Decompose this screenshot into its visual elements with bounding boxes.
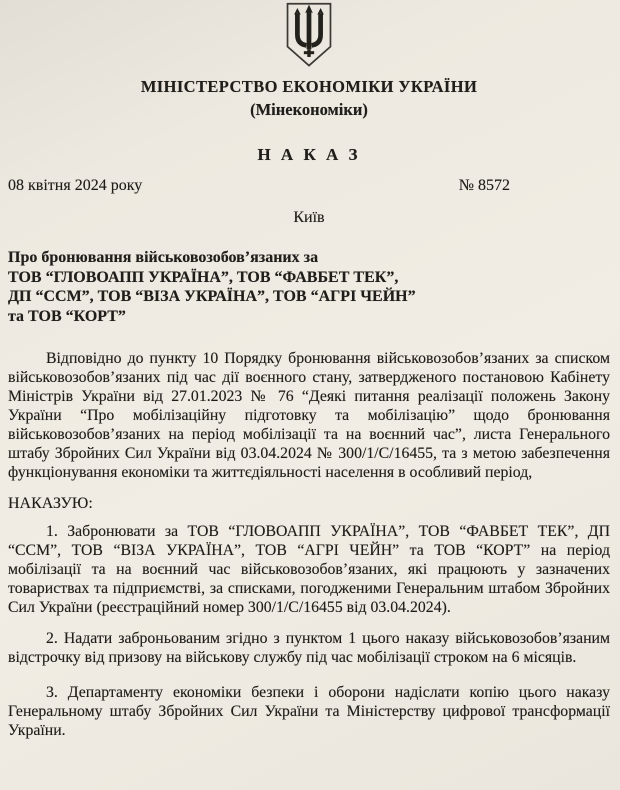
trident-shield-icon [283, 2, 335, 69]
order-title: Н А К А З [257, 145, 361, 164]
order-item-1: 1. Забронювати за ТОВ “ГЛОВОАПП УКРАЇНА”, ТОВ “ФАВБЕТ ТЕК”, ДП “ССМ”, ТОВ “ВІЗА УКРАЇНА”, ТОВ “АГРІ ЧЕЙН” та ТОВ “КОРТ” на період мобілізації та на воєнний час військовозобов’язаних, які працюють у зазначених товариствах та підприємстві, за списками, погодженими Генеральним штабом Збройних Сил України (реєстраційний номер 300/1/С/16455 від 03.04.2024). [8, 523, 610, 616]
decree-label: НАКАЗУЮ: [8, 495, 93, 512]
order-item-2: 2. Надати заброньованим згідно з пунктом 1 цього наказу військовозобов’язаним відстрочку від призову на військову службу під час мобілізації строком на 6 місяців. [8, 630, 610, 666]
ukraine-coat-of-arms [8, 2, 610, 69]
order-item-3: 3. Департаменту економіки безпеки і оборони надіслати копію цього наказу Генеральному штабу Збройних Сил України та Міністерству цифрової трансформації України. [8, 684, 610, 739]
order-date: 08 квітня 2024 року [8, 177, 143, 194]
subject-line-3: ДП “ССМ”, ТОВ “ВІЗА УКРАЇНА”, ТОВ “АГРІ ЧЕЙН” [8, 288, 416, 305]
city-label: Київ [293, 209, 325, 226]
preamble-paragraph: Відповідно до пункту 10 Порядку бронювання військовозобов’язаних за списком військовозобов’язаних під час дії воєнного стану, затвердженого постановою Кабінету Міністрів України від 27.01.2023 № 76 “Деякі питання реалізації положень Закону України “Про мобілізаційну підготовку та мобілізацію” щодо бронювання військовозобов’язаних на період мобілізації та на воєнний час”, листа Генерального штабу Збройних Сил України від 03.04.2024 № 300/1/С/16455, та з метою забезпечення функціонування економіки та життєдіяльності населення в особливий період, [8, 350, 610, 481]
subject-line-1: Про бронювання військовозобов’язаних за [8, 249, 319, 266]
order-number: № 8572 [458, 177, 510, 194]
subject-block [8, 248, 610, 326]
subject-line-4: та ТОВ “КОРТ” [8, 307, 126, 325]
ministry-name: МІНІСТЕРСТВО ЕКОНОМІКИ УКРАЇНИ [140, 77, 478, 96]
date-number-row [8, 177, 610, 195]
subject-line-2: ТОВ “ГЛОВОАПП УКРАЇНА”, ТОВ “ФАВБЕТ ТЕК”, [8, 268, 399, 286]
ministry-short-name: (Мінекономіки) [250, 100, 368, 119]
